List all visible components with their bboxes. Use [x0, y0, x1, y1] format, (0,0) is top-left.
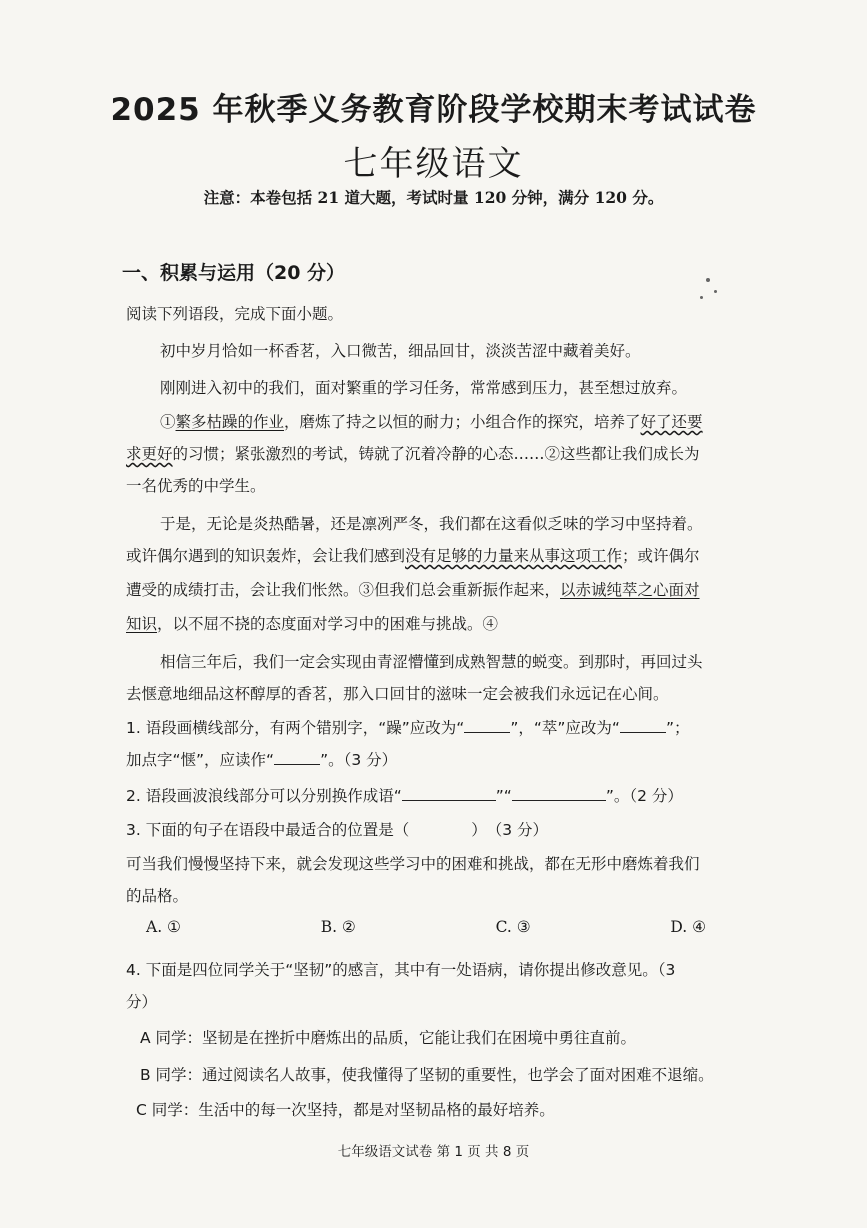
paragraph-2: 刚刚进入初中的我们，面对繁重的学习任务，常常感到压力，甚至想过放弃。: [160, 379, 688, 397]
exam-subject: 七年级语文: [343, 144, 524, 184]
paragraph-text: 遭受的成绩打击，会让我们怅然。③但我们总会重新振作起来，: [126, 581, 561, 599]
question-text: ”“: [495, 787, 512, 805]
paragraph-5-line-2: 去惬意地细品这杯醇厚的香茗，那入口回甘的滋味一定会被我们永远记在心间。: [126, 685, 669, 703]
paragraph-3-line-1: [160, 410, 703, 432]
option-d[interactable]: D. ④: [670, 918, 706, 936]
answer-blank[interactable]: [402, 786, 496, 801]
question-1-line-2: [126, 748, 397, 770]
paragraph-3-line-3: 一名优秀的中学生。: [126, 477, 266, 495]
underlined-phrase-2: 以赤诚纯萃之心面对: [560, 581, 700, 599]
wavy-phrase-2: 没有足够的力量来从事这项工作: [405, 547, 623, 565]
question-4-line-1: 4. 下面是四位同学关于“坚韧”的感言，其中有一处语病，请你提出修改意见。（3: [126, 961, 676, 979]
paragraph-text: 或许偶尔遇到的知识轰炸，会让我们感到: [126, 547, 406, 565]
option-a[interactable]: A. ①: [146, 918, 181, 936]
question-text: 1. 语段画横线部分，有两个错别字，“躁”应改为“: [126, 719, 465, 737]
question-text: ”；: [665, 719, 690, 737]
question-text: 加点字“惬”，应读作“: [126, 751, 275, 769]
option-b[interactable]: B. ②: [320, 918, 356, 936]
wavy-phrase-1: 好了还要: [640, 413, 703, 431]
student-c-statement: C 同学：生活中的每一次坚持，都是对坚韧品格的最好培养。: [136, 1101, 555, 1119]
paragraph-4-line-1: 于是，无论是炎热酷暑，还是凛冽严冬，我们都在这看似乏味的学习中坚持着。: [160, 515, 703, 533]
answer-blank[interactable]: [274, 750, 320, 765]
paragraph-4-line-2: [126, 544, 700, 566]
answer-blank[interactable]: [464, 718, 510, 733]
exam-title: 2025 年秋季义务教育阶段学校期末考试试卷: [110, 92, 757, 128]
underlined-phrase-2-cont: 知识: [126, 615, 158, 633]
option-c[interactable]: C. ③: [495, 918, 531, 936]
section-heading: 一、积累与运用（20 分）: [122, 262, 346, 284]
student-a-statement: A 同学：坚韧是在挫折中磨炼出的品质，它能让我们在困境中勇往直前。: [140, 1029, 637, 1047]
question-3-sentence-line-1: 可当我们慢慢坚持下来，就会发现这些学习中的困难和挑战，都在无形中磨炼着我们: [126, 855, 700, 873]
question-3-options: [146, 918, 706, 936]
question-text: ”。（2 分）: [605, 787, 683, 805]
scan-speck: [706, 278, 710, 282]
underlined-phrase-1: 繁多枯躁的作业: [175, 413, 285, 431]
reading-intro: 阅读下列语段，完成下面小题。: [126, 305, 344, 323]
wavy-phrase-1-cont: 求更好: [126, 445, 173, 463]
exam-notice: 注意：本卷包括 21 道大题，考试时量 120 分钟，满分 120 分。: [203, 188, 664, 207]
question-2: [126, 784, 683, 806]
answer-blank[interactable]: [620, 718, 666, 733]
question-text: ”。（3 分）: [320, 751, 398, 769]
question-4-line-2: 分）: [126, 993, 158, 1011]
scan-speck: [700, 296, 703, 299]
paragraph-text: ，以不屈不挠的态度面对学习中的困难与挑战。④: [157, 615, 499, 633]
question-text: ”，“萃”应改为“: [510, 719, 620, 737]
student-b-statement: B 同学：通过阅读名人故事，使我懂得了坚韧的重要性，也学会了面对困难不退缩。: [140, 1066, 714, 1084]
paragraph-text: ；或许偶尔: [622, 547, 700, 565]
paragraph-text: ，磨炼了持之以恒的耐力；小组合作的探究，培养了: [284, 413, 641, 431]
paragraph-4-line-4: [126, 612, 498, 634]
answer-blank[interactable]: [512, 786, 606, 801]
position-mark-1: ①: [160, 413, 176, 431]
question-3: 3. 下面的句子在语段中最适合的位置是（ ） （3 分）: [126, 821, 549, 839]
scan-speck: [714, 290, 717, 293]
question-1-line-1: [126, 716, 689, 738]
paragraph-text: 的习惯；紧张激烈的考试，铸就了沉着冷静的心态……②这些都让我们成长为: [172, 445, 700, 463]
paragraph-1: 初中岁月恰如一杯香茗，入口微苦，细品回甘，淡淡苦涩中藏着美好。: [160, 342, 641, 360]
paragraph-4-line-3: [126, 578, 700, 600]
paragraph-3-line-2: [126, 442, 700, 464]
page-footer: 七年级语文试卷 第 1 页 共 8 页: [337, 1144, 530, 1160]
paragraph-5-line-1: 相信三年后，我们一定会实现由青涩懵懂到成熟智慧的蜕变。到那时，再回过头: [160, 653, 703, 671]
question-3-sentence-line-2: 的品格。: [126, 887, 189, 905]
question-text: 2. 语段画波浪线部分可以分别换作成语“: [126, 787, 402, 805]
